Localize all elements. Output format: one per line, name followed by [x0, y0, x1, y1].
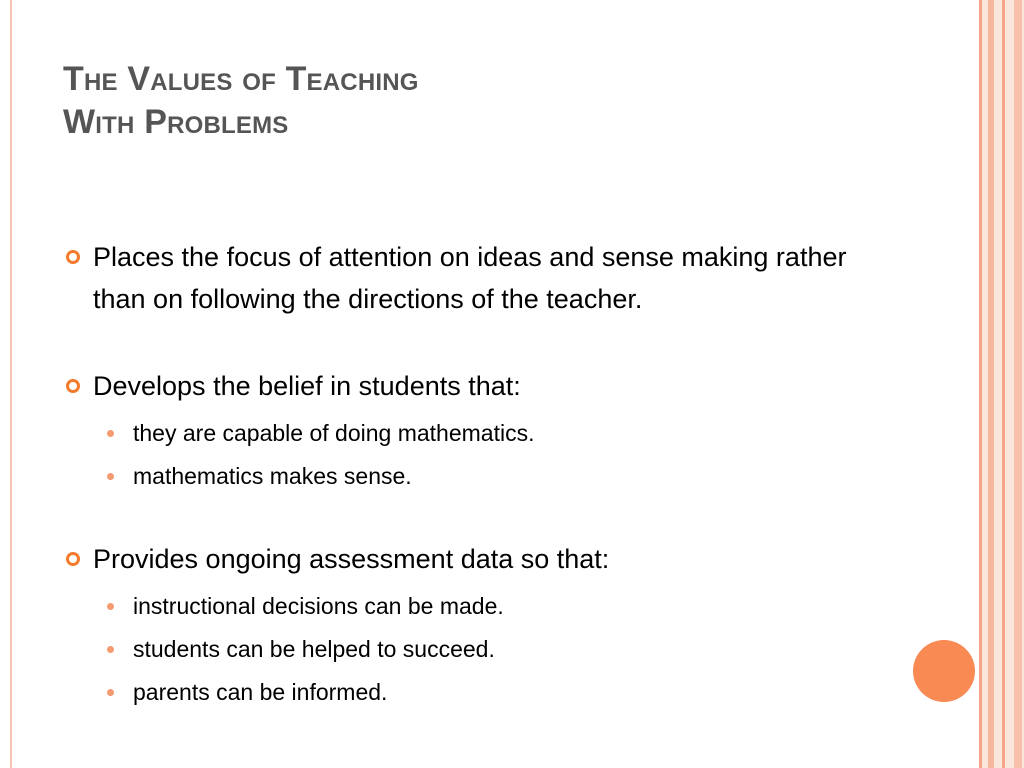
ring-bullet-icon: [66, 552, 80, 566]
bullet-text: Places the focus of attention on ideas and sense making rather than on following the directions of the teacher.: [93, 242, 847, 314]
left-border-line: [10, 0, 12, 768]
bullet-text: Provides ongoing assessment data so that:: [93, 544, 610, 574]
sub-bullet-text: mathematics makes sense.: [133, 463, 412, 489]
right-band-stripe: [1002, 0, 1005, 768]
sub-bullet-text: instructional decisions can be made.: [133, 593, 504, 619]
bullet-item: [66, 236, 896, 320]
sub-bullet-item: [66, 412, 896, 455]
right-band-stripe: [988, 0, 994, 768]
bullet-item: [66, 365, 896, 407]
slide-title-line-1: The Values of Teaching: [63, 60, 419, 98]
ring-bullet-icon: [66, 250, 80, 264]
bullet-item: [66, 538, 896, 580]
right-band-stripe: [979, 0, 982, 768]
sub-bullet-item: [66, 455, 896, 498]
dot-bullet-icon: [107, 603, 114, 610]
sub-bullet-text: students can be helped to succeed.: [133, 636, 495, 662]
sub-bullet-list: [66, 585, 896, 714]
dot-bullet-icon: [107, 473, 114, 480]
sub-bullet-text: they are capable of doing mathematics.: [133, 420, 535, 446]
right-band-stripe: [1014, 0, 1022, 768]
bullet-list: [66, 236, 896, 714]
ring-bullet-icon: [66, 379, 80, 393]
sub-bullet-text: parents can be informed.: [133, 679, 388, 705]
bullet-text: Develops the belief in students that:: [93, 371, 521, 401]
sub-bullet-list: [66, 412, 896, 498]
dot-bullet-icon: [107, 430, 114, 437]
slide-title-line-2: With Problems: [63, 103, 289, 141]
decorative-circle: [913, 640, 975, 702]
sub-bullet-item: [66, 628, 896, 671]
slide-title: [63, 58, 419, 144]
sub-bullet-item: [66, 671, 896, 714]
dot-bullet-icon: [107, 689, 114, 696]
sub-bullet-item: [66, 585, 896, 628]
dot-bullet-icon: [107, 646, 114, 653]
